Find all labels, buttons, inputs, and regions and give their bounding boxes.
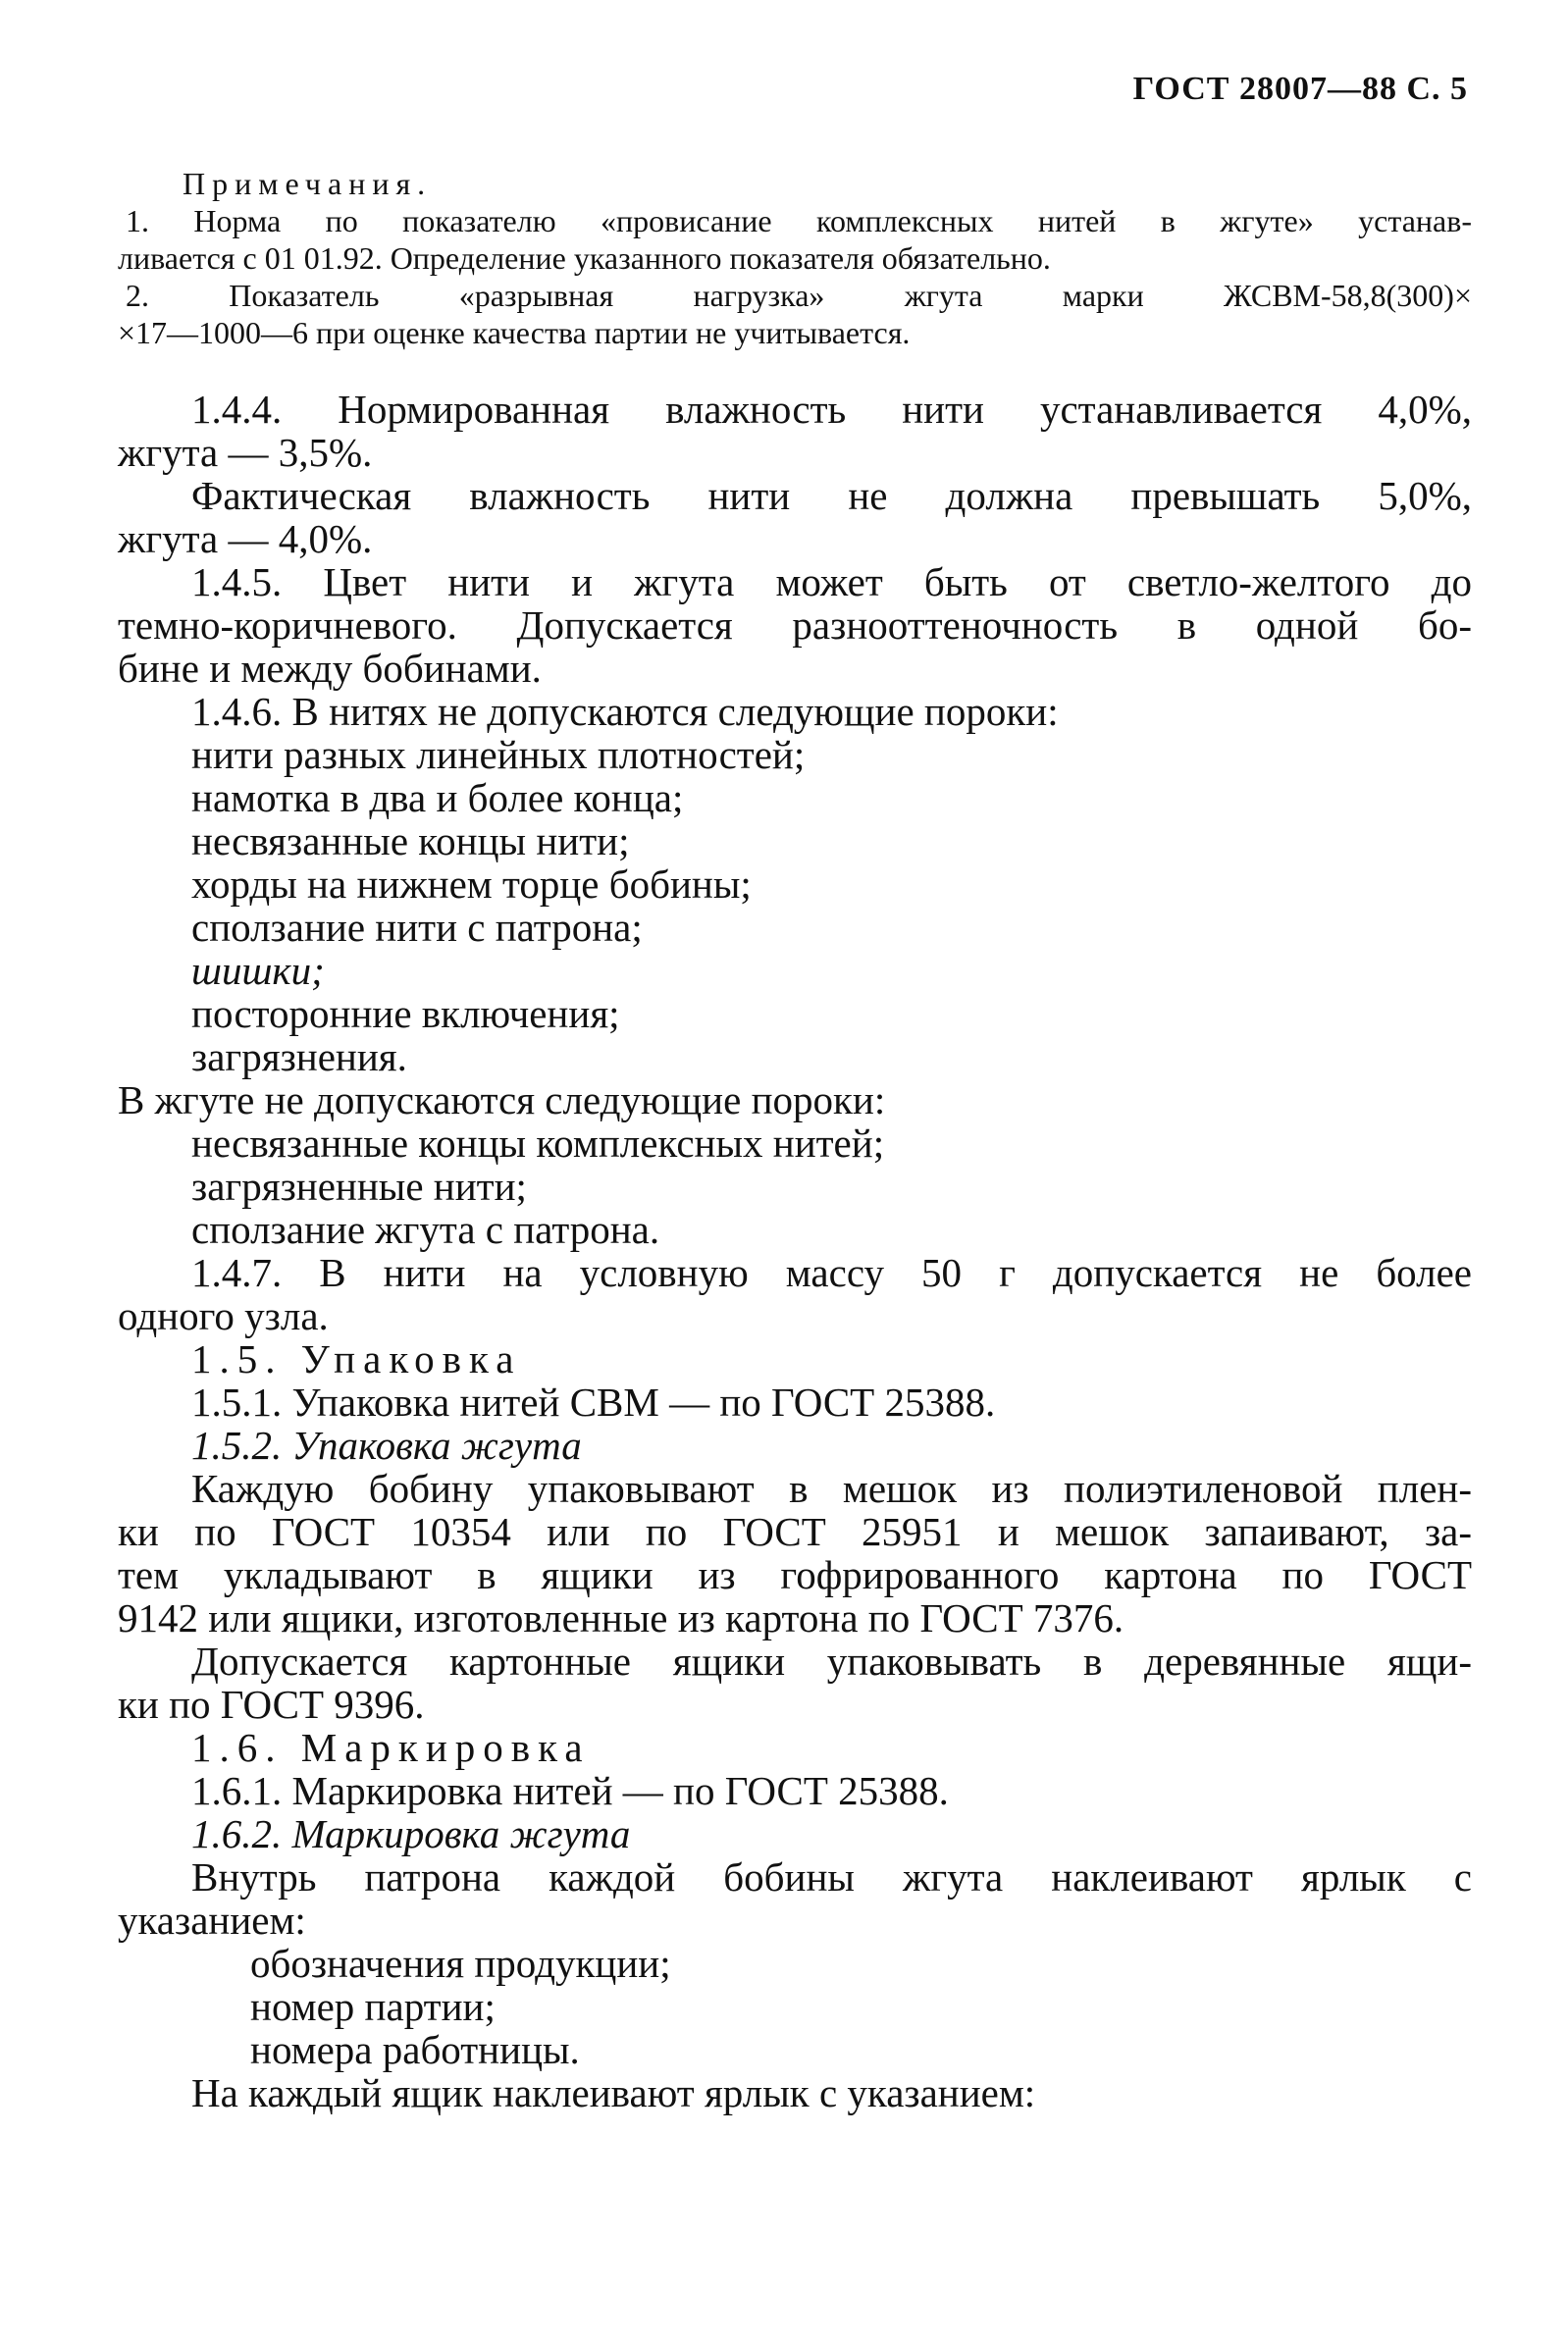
text-line: жгута — 3,5%. (118, 430, 373, 475)
list-item: несвязанные концы комплексных нитей; (191, 1120, 885, 1166)
text-line: Внутрь патрона каждой бобины жгута наклеивают ярлык с (191, 1854, 1472, 1900)
text-line: В жгуте не допускаются следующие пороки: (118, 1077, 886, 1122)
list-item: сползание жгута с патрона. (191, 1207, 660, 1252)
text-line: тем укладывают в ящики из гофрированного картона по ГОСТ (118, 1552, 1472, 1597)
text-line: указанием: (118, 1898, 306, 1943)
section-heading: 1.5. Упаковка (191, 1336, 522, 1381)
text-line: темно-коричневого. Допускается разнооттеночность в одной бо- (118, 602, 1472, 648)
list-item: сползание нити с патрона; (191, 905, 643, 950)
notes-line: 1. Норма по показателю «провисание комплексных нитей в жгуте» устанав- (126, 203, 1472, 238)
text-line: ки по ГОСТ 10354 или по ГОСТ 25951 и мешок запаивают, за- (118, 1509, 1472, 1554)
list-item: номера работницы. (250, 2027, 580, 2072)
list-item: шишки; (191, 948, 325, 993)
list-item: обозначения продукции; (250, 1941, 671, 1986)
text-line: 1.4.4. Нормированная влажность нити устанавливается 4,0%, (191, 387, 1472, 432)
list-item: намотка в два и более конца; (191, 775, 684, 820)
list-item: посторонние включения; (191, 991, 620, 1036)
text-line: жгута — 4,0%. (118, 516, 373, 561)
text-line: Допускается картонные ящики упаковывать в деревянные ящи- (191, 1639, 1472, 1684)
text-line: одного узла. (118, 1293, 329, 1338)
running-header: ГОСТ 28007—88 С. 5 (1132, 71, 1468, 107)
list-item: хорды на нижнем торце бобины; (191, 861, 752, 907)
subsection-heading: 1.5.2. Упаковка жгута (191, 1423, 582, 1468)
notes-title: Примечания. (183, 166, 433, 201)
text-line: 1.4.5. Цвет нити и жгута может быть от светло-желтого до (191, 559, 1472, 604)
text-line: 1.4.6. В нитях не допускаются следующие пороки: (191, 689, 1059, 734)
list-item: загрязненные нити; (191, 1164, 527, 1209)
notes-line: ×17—1000—6 при оценке качества партии не учитывается. (118, 315, 911, 350)
text-line: 9142 или ящики, изготовленные из картона по ГОСТ 7376. (118, 1595, 1124, 1641)
section-heading: 1.6. Маркировка (191, 1725, 591, 1770)
notes-line: 2. Показатель «разрывная нагрузка» жгута марки ЖСВМ-58,8(300)× (126, 278, 1472, 313)
text-line: 1.4.7. В нити на условную массу 50 г допускается не более (191, 1250, 1472, 1295)
text-line: Фактическая влажность нити не должна превышать 5,0%, (191, 473, 1472, 518)
subsection-heading: 1.6.2. Маркировка жгута (191, 1811, 631, 1856)
text-line: Каждую бобину упаковывают в мешок из полиэтиленовой плен- (191, 1466, 1472, 1511)
text-line: ки по ГОСТ 9396. (118, 1682, 425, 1727)
notes-line: ливается с 01 01.92. Определение указанного показателя обязательно. (118, 240, 1051, 276)
text-line: 1.5.1. Упаковка нитей СВМ — по ГОСТ 25388. (191, 1380, 996, 1425)
list-item: номер партии; (250, 1984, 496, 2029)
list-item: загрязнения. (191, 1034, 407, 1079)
text-line: 1.6.1. Маркировка нитей — по ГОСТ 25388. (191, 1768, 949, 1813)
text-line: бине и между бобинами. (118, 646, 542, 691)
notes-block (118, 165, 1472, 351)
list-item: несвязанные концы нити; (191, 818, 630, 863)
body-text (118, 388, 1472, 2114)
text-line: На каждый ящик наклеивают ярлык с указанием: (191, 2070, 1036, 2115)
list-item: нити разных линейных плотностей; (191, 732, 806, 777)
